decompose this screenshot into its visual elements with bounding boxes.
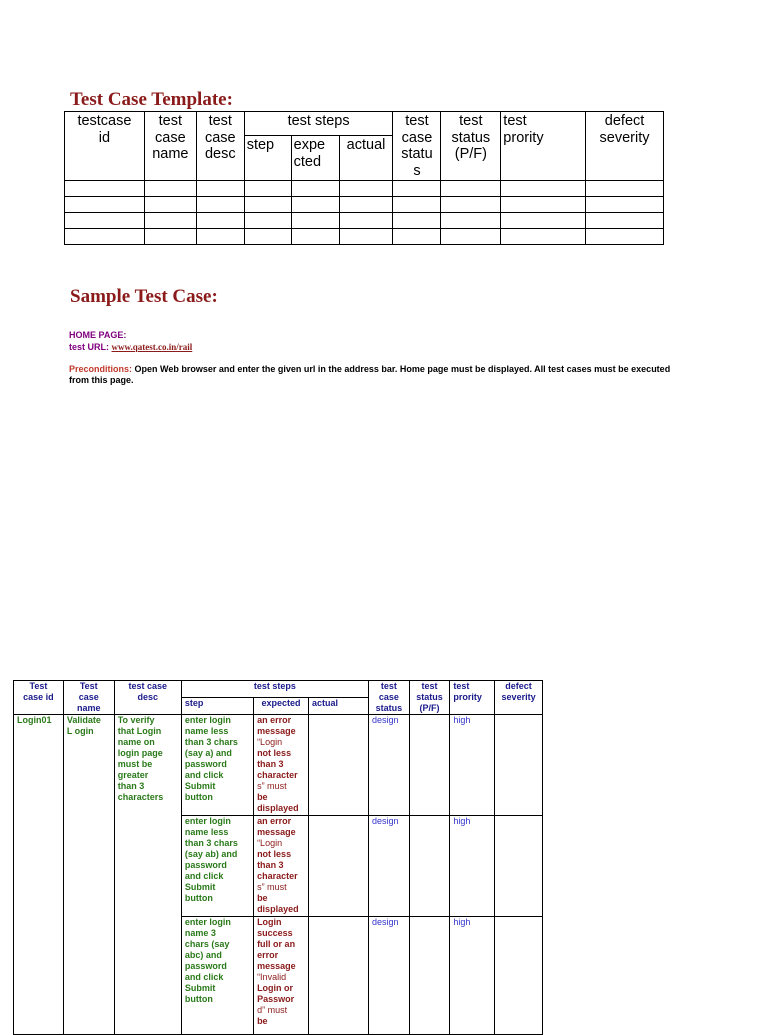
expected-line: success	[257, 928, 293, 938]
test-url-link[interactable]: www.qatest.co.in/rail	[111, 342, 193, 352]
smp-hdr-test-prority: test prority	[450, 681, 495, 715]
expected-line: s” must	[257, 781, 287, 791]
pass-fail-cell	[409, 715, 450, 816]
step-line: Submit	[184, 882, 216, 892]
case-desc-line: than 3	[117, 781, 145, 791]
step-line: (say ab) and	[184, 849, 238, 859]
expected-line: character	[257, 770, 298, 780]
expected-line: error	[257, 950, 279, 960]
expected-line: displayed	[257, 904, 299, 914]
empty-row	[65, 181, 664, 197]
empty-row	[65, 197, 664, 213]
expected-line: message	[257, 726, 296, 736]
smp-hdr-actual: actual	[308, 698, 368, 715]
expected-cell	[254, 917, 309, 1035]
case-desc-line: that Login	[117, 726, 162, 736]
smp-hdr-test-case-desc: test case desc	[114, 681, 181, 715]
priority-cell: high	[450, 715, 495, 816]
step-line: Submit	[184, 983, 216, 993]
case-desc-line: characters	[117, 792, 164, 802]
expected-line: s” must	[257, 882, 287, 892]
expected-line: Login or	[257, 983, 294, 993]
preconditions	[69, 364, 689, 386]
step-line: and click	[184, 770, 224, 780]
table-row	[14, 715, 543, 816]
expected-line: than 3	[257, 759, 284, 769]
case-name-line: Validate	[66, 715, 101, 725]
expected-line: an error	[257, 816, 292, 826]
case-name-line: L ogin	[66, 726, 94, 736]
step-line: password	[184, 860, 227, 870]
actual-cell	[308, 816, 368, 917]
template-heading: Test Case Template:	[70, 89, 233, 110]
status-cell: design	[369, 917, 410, 1035]
hdr-expected: expe cted	[291, 136, 339, 181]
hdr-testcase-id: testcase id	[65, 112, 145, 181]
preconditions-label: Preconditions:	[69, 364, 133, 374]
preconditions-text: Open Web browser and enter the given url in the address bar. Home page must be displayed. All test cases must be executed from this page.	[69, 364, 671, 385]
step-line: button	[184, 792, 213, 802]
step-line: button	[184, 893, 213, 903]
pass-fail-cell	[409, 816, 450, 917]
hdr-test-case-status: test case statu s	[393, 112, 441, 181]
pass-fail-cell	[409, 917, 450, 1035]
smp-hdr-step: step	[181, 698, 253, 715]
smp-hdr-test-case-id: Test case id	[14, 681, 64, 715]
step-line: name less	[184, 726, 229, 736]
step-line: abc) and	[184, 950, 222, 960]
actual-cell	[308, 917, 368, 1035]
step-line: and click	[184, 871, 224, 881]
case-desc-line: name on	[117, 737, 155, 747]
expected-line: full or an	[257, 939, 296, 949]
case-desc-line: login page	[117, 748, 163, 758]
expected-line: message	[257, 961, 296, 971]
expected-line: displayed	[257, 803, 299, 813]
case-desc-line: greater	[117, 770, 149, 780]
smp-hdr-test-steps: test steps	[181, 681, 368, 698]
step-line: enter login	[184, 816, 231, 826]
actual-cell	[308, 715, 368, 816]
template-table	[64, 111, 664, 245]
severity-cell	[495, 816, 543, 917]
expected-line: be	[257, 792, 268, 802]
step-line: than 3 chars	[184, 838, 238, 848]
hdr-test-prority: test prority	[501, 112, 586, 181]
empty-row	[65, 213, 664, 229]
expected-line: “Login	[257, 737, 283, 747]
case-desc-line: must be	[117, 759, 153, 769]
step-line: Submit	[184, 781, 216, 791]
expected-line: message	[257, 827, 296, 837]
hdr-test-case-name: test case name	[144, 112, 196, 181]
hdr-actual: actual	[339, 136, 393, 181]
status-cell: design	[369, 816, 410, 917]
priority-cell: high	[450, 816, 495, 917]
expected-line: Passwor	[257, 994, 295, 1004]
smp-hdr-test-case-name: Test case name	[63, 681, 114, 715]
test-url-line	[69, 342, 192, 353]
expected-line: “Invalid	[257, 972, 287, 982]
test-url-label: test URL:	[69, 342, 109, 352]
expected-line: than 3	[257, 860, 284, 870]
sample-table-body	[14, 715, 543, 1035]
smp-hdr-test-status: test status (P/F)	[409, 681, 450, 715]
expected-line: not less	[257, 748, 292, 758]
step-line: button	[184, 994, 213, 1004]
severity-cell	[495, 715, 543, 816]
empty-row	[65, 229, 664, 245]
step-line: name 3	[184, 928, 216, 938]
step-line: chars (say	[184, 939, 230, 949]
severity-cell	[495, 917, 543, 1035]
smp-hdr-expected: expected	[254, 698, 309, 715]
step-line: (say a) and	[184, 748, 232, 758]
expected-line: Login	[257, 917, 282, 927]
step-cell	[181, 816, 253, 917]
sample-table	[13, 680, 543, 1035]
hdr-test-steps: test steps	[244, 112, 393, 136]
expected-cell	[254, 715, 309, 816]
priority-cell: high	[450, 917, 495, 1035]
expected-line: an error	[257, 715, 292, 725]
step-line: and click	[184, 972, 224, 982]
expected-line: “Login	[257, 838, 283, 848]
step-cell	[181, 917, 253, 1035]
step-cell	[181, 715, 253, 816]
hdr-step: step	[244, 136, 291, 181]
hdr-defect-severity: defect severity	[586, 112, 664, 181]
smp-hdr-defect-severity: defect severity	[495, 681, 543, 715]
expected-cell	[254, 816, 309, 917]
hdr-test-case-desc: test case desc	[196, 112, 244, 181]
case-desc-cell	[114, 715, 181, 1035]
smp-hdr-test-case-status: test case status	[369, 681, 410, 715]
step-line: than 3 chars	[184, 737, 238, 747]
expected-line: d” must	[257, 1005, 288, 1015]
case-name-cell	[63, 715, 114, 1035]
step-line: enter login	[184, 715, 231, 725]
step-line: password	[184, 961, 227, 971]
case-id-cell: Login01	[14, 715, 64, 1035]
expected-line: be	[257, 1016, 268, 1026]
expected-line: not less	[257, 849, 292, 859]
case-desc-line: To verify	[117, 715, 155, 725]
sample-heading: Sample Test Case:	[70, 286, 218, 307]
status-cell: design	[369, 715, 410, 816]
home-page-label: HOME PAGE:	[69, 330, 127, 340]
hdr-test-status: test status (P/F)	[441, 112, 501, 181]
expected-line: be	[257, 893, 268, 903]
step-line: name less	[184, 827, 229, 837]
step-line: enter login	[184, 917, 231, 927]
step-line: password	[184, 759, 227, 769]
expected-line: character	[257, 871, 298, 881]
